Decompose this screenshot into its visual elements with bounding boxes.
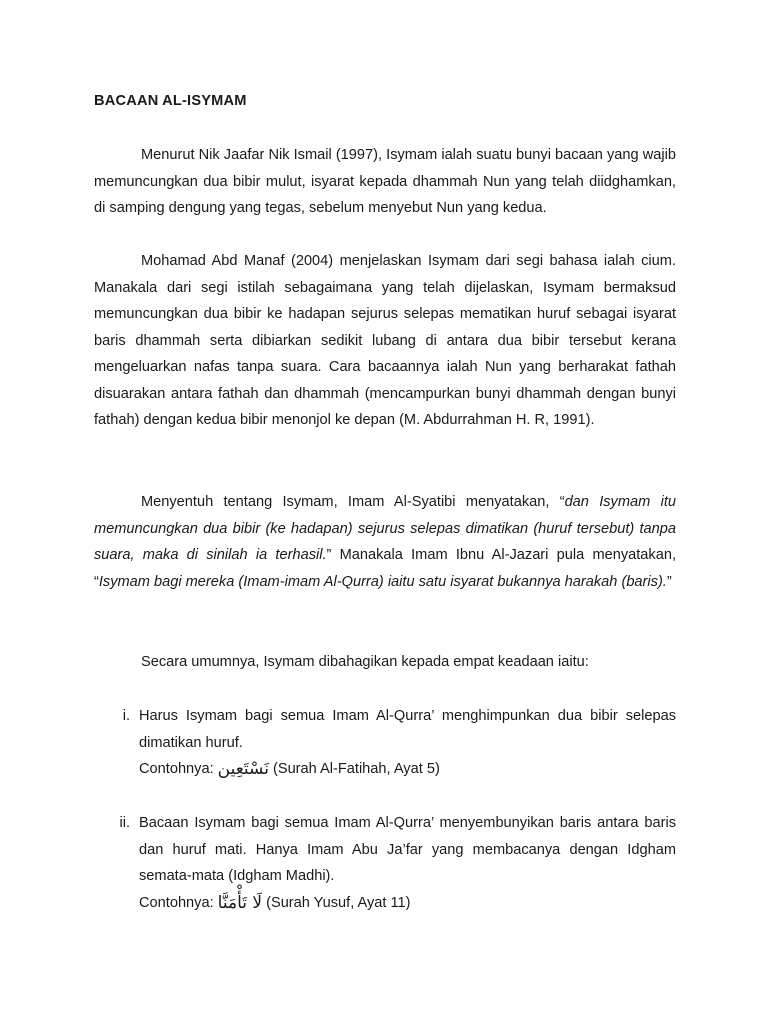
section-heading: BACAAN AL-ISYMAM [94,93,247,109]
arabic-example: نَسْتَعِين [217,759,269,779]
paragraph-1: Menurut Nik Jaafar Nik Ismail (1997), Isymam ialah suatu bunyi bacaan yang wajib memuncungkan dua bibir mulut, isyarat kepada dhammah Nun yang telah diidghamkan, di samping dengung yang tegas, sebelum menyebut Nun yang kedua. [94,147,676,216]
quote-syatibi: dan Isymam itu memuncungkan dua bibir (ke hadapan) sejurus selepas dimatikan (huruf tersebut) tanpa suara, maka di sinilah ia terhasil. [94,494,677,563]
quote-jazari: Isymam bagi mereka (Imam-imam Al-Qurra) iaitu satu isyarat bukannya harakah (baris). [98,573,667,590]
example-line [139,890,676,917]
quote-transition: ” Manakala Imam Ibnu Al-Jazari pula menyatakan, “ [94,547,676,590]
quote-intro: Menyentuh tentang Isymam, Imam Al-Syatibi menyatakan, “ [141,494,565,510]
example-label: Contohnya: [139,761,214,777]
paragraph-3 [94,489,676,595]
paragraph-4: Secara umumnya, Isymam dibahagikan kepada empat keadaan iaitu: [141,654,589,670]
example-label: Contohnya: [139,894,214,911]
list-number: i. [122,708,130,724]
paragraph-2: Mohamad Abd Manaf (2004) menjelaskan Isymam dari segi bahasa ialah cium. Manakala dari segi istilah sebagaimana yang telah dijelaskan, Isymam bermaksud memuncungkan dua bibir ke hadapan sejurus selepas mematikan huruf sebagai isyarat baris dhammah serta dibiarkan sedikit lubang di antara dua bibir tersebut kerana mengeluarkan nafas tanpa suara. Cara bacaannya ialah Nun yang berharakat fathah disuarakan antara fathah dan dhammah (mencampurkan bunyi dhammah dengan bunyi fathah) dengan kedua bibir menonjol ke depan (M. Abdurrahman H. R, 1991). [94,253,676,428]
example-line [139,756,676,783]
example-reference: (Surah Al-Fatihah, Ayat 5) [272,761,440,777]
list-item-body [139,703,676,783]
list-item-body [139,810,676,916]
list-item-text: Harus Isymam bagi semua Imam Al-Qurra’ menghimpunkan dua bibir selepas dimatikan huruf. [139,708,676,751]
example-reference: (Surah Yusuf, Ayat 11) [266,894,411,911]
arabic-example: لَا تَأْمَنَّا [217,892,263,913]
quote-close: ” [666,573,672,590]
list-item-text: Bacaan Isymam bagi semua Imam Al-Qurra’ menyembunyikan baris antara baris dan huruf mati. Hanya Imam Abu Ja’far yang membacanya dengan Idgham semata-mata (Idgham Madhi). [139,815,676,884]
list-number: ii. [119,815,130,831]
